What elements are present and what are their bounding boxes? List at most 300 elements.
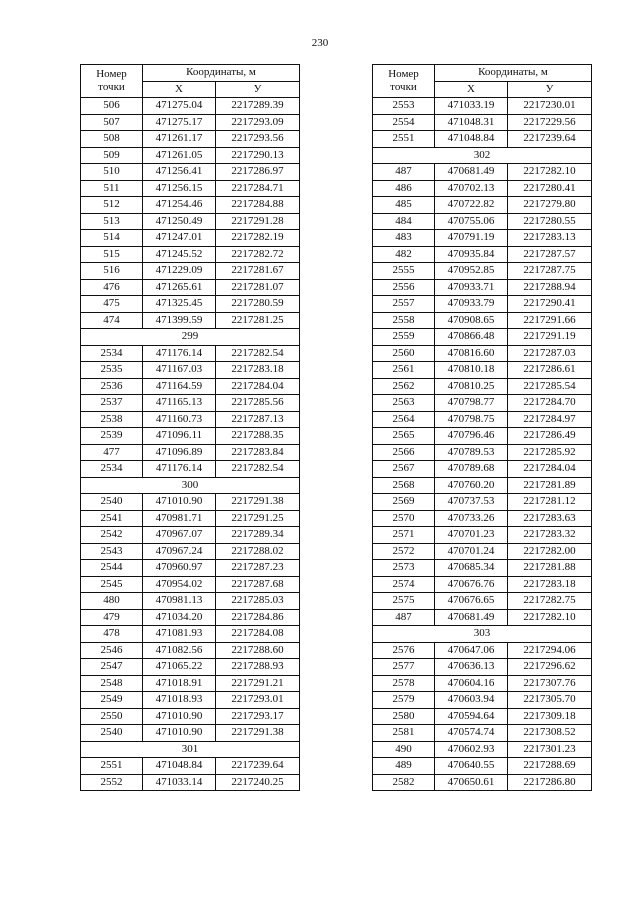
section-number: 299 [81,329,300,346]
point-number: 2577 [373,659,435,676]
table-row [81,147,300,164]
y-coordinate: 2217239.64 [508,131,592,148]
x-coordinate: 471250.49 [143,213,216,230]
point-number: 478 [81,626,143,643]
x-coordinate: 471065.22 [143,659,216,676]
y-coordinate: 2217281.12 [508,494,592,511]
table-row [81,98,300,115]
x-coordinate: 470603.94 [435,692,508,709]
x-coordinate: 470967.24 [143,543,216,560]
y-coordinate: 2217282.00 [508,543,592,560]
y-coordinate: 2217288.93 [216,659,300,676]
point-number: 2538 [81,411,143,428]
table-row [373,213,592,230]
x-coordinate: 470755.06 [435,213,508,230]
table-row [373,708,592,725]
y-coordinate: 2217291.66 [508,312,592,329]
point-number: 506 [81,98,143,115]
x-coordinate: 470676.76 [435,576,508,593]
table-row [81,609,300,626]
y-coordinate: 2217285.92 [508,444,592,461]
x-coordinate: 471081.93 [143,626,216,643]
y-coordinate: 2217291.21 [216,675,300,692]
x-coordinate: 470952.85 [435,263,508,280]
y-coordinate: 2217293.17 [216,708,300,725]
x-coordinate: 470981.13 [143,593,216,610]
table-row [81,213,300,230]
x-coordinate: 471275.17 [143,114,216,131]
x-coordinate: 470701.23 [435,527,508,544]
table-row [373,362,592,379]
y-coordinate: 2217284.97 [508,411,592,428]
x-coordinate: 470789.53 [435,444,508,461]
table-row [81,362,300,379]
x-coordinate: 471176.14 [143,345,216,362]
x-coordinate: 471034.20 [143,609,216,626]
point-number: 2552 [81,774,143,791]
y-coordinate: 2217286.80 [508,774,592,791]
point-number: 2560 [373,345,435,362]
y-coordinate: 2217284.71 [216,180,300,197]
y-coordinate: 2217286.49 [508,428,592,445]
point-number: 2572 [373,543,435,560]
table-row [373,197,592,214]
table-row [373,378,592,395]
x-coordinate: 471261.05 [143,147,216,164]
x-coordinate: 470681.49 [435,164,508,181]
point-number: 2537 [81,395,143,412]
table-row [81,626,300,643]
x-coordinate: 471247.01 [143,230,216,247]
table-row [81,675,300,692]
y-coordinate: 2217291.38 [216,725,300,742]
x-coordinate: 470733.26 [435,510,508,527]
point-number: 2550 [81,708,143,725]
x-coordinate: 470960.97 [143,560,216,577]
table-row [373,329,592,346]
point-number: 2534 [81,461,143,478]
y-coordinate: 2217290.13 [216,147,300,164]
x-coordinate: 471399.59 [143,312,216,329]
x-coordinate: 471082.56 [143,642,216,659]
point-number: 2543 [81,543,143,560]
point-number-header-line2: точки [390,81,417,93]
x-coordinate: 470933.79 [435,296,508,313]
point-number-header [373,65,435,98]
point-number: 2541 [81,510,143,527]
y-coordinate: 2217280.41 [508,180,592,197]
point-number: 515 [81,246,143,263]
point-number: 2545 [81,576,143,593]
y-coordinate: 2217293.56 [216,131,300,148]
x-coordinate: 470796.46 [435,428,508,445]
x-coordinate: 470640.55 [435,758,508,775]
table-row [81,296,300,313]
point-number-header [81,65,143,98]
x-coordinate: 471167.03 [143,362,216,379]
point-number: 2578 [373,675,435,692]
table-row [373,477,592,494]
y-coordinate: 2217287.03 [508,345,592,362]
y-coordinate: 2217285.56 [216,395,300,412]
y-coordinate: 2217283.84 [216,444,300,461]
x-coordinate: 471048.84 [143,758,216,775]
x-coordinate: 470798.75 [435,411,508,428]
section-number: 300 [81,477,300,494]
table-row [81,461,300,478]
point-number: 507 [81,114,143,131]
x-coordinate: 471160.73 [143,411,216,428]
table-row [81,263,300,280]
table-row [81,378,300,395]
table-row [373,246,592,263]
point-number: 2549 [81,692,143,709]
table-row [81,774,300,791]
point-number: 2544 [81,560,143,577]
section-number: 303 [373,626,592,643]
y-coordinate: 2217279.80 [508,197,592,214]
x-coordinate: 470954.02 [143,576,216,593]
y-coordinate: 2217293.09 [216,114,300,131]
point-number: 2551 [81,758,143,775]
point-number: 2582 [373,774,435,791]
table-row [373,494,592,511]
point-number: 476 [81,279,143,296]
table-row [373,296,592,313]
table-row [373,411,592,428]
point-number: 2574 [373,576,435,593]
table-row [373,576,592,593]
point-number: 483 [373,230,435,247]
table-row [373,725,592,742]
x-coordinate: 471325.45 [143,296,216,313]
x-coordinate: 471033.14 [143,774,216,791]
table-row [81,543,300,560]
point-number: 2579 [373,692,435,709]
point-number: 489 [373,758,435,775]
table-row [81,114,300,131]
x-coordinate: 471275.04 [143,98,216,115]
point-number: 2581 [373,725,435,742]
y-header: У [508,81,592,98]
y-coordinate: 2217239.64 [216,758,300,775]
x-coordinate: 471265.61 [143,279,216,296]
y-coordinate: 2217280.59 [216,296,300,313]
y-coordinate: 2217294.06 [508,642,592,659]
y-coordinate: 2217291.19 [508,329,592,346]
y-coordinate: 2217283.63 [508,510,592,527]
point-number: 2569 [373,494,435,511]
y-coordinate: 2217283.32 [508,527,592,544]
point-number: 2556 [373,279,435,296]
x-coordinate: 470702.13 [435,180,508,197]
table-row [373,758,592,775]
x-coordinate: 471048.84 [435,131,508,148]
y-coordinate: 2217290.41 [508,296,592,313]
y-coordinate: 2217307.76 [508,675,592,692]
table-row [373,774,592,791]
y-coordinate: 2217287.68 [216,576,300,593]
table-row [81,576,300,593]
point-number: 2558 [373,312,435,329]
x-coordinate: 471010.90 [143,725,216,742]
x-coordinate: 471261.17 [143,131,216,148]
point-number: 512 [81,197,143,214]
table-row [81,246,300,263]
point-number: 2555 [373,263,435,280]
table-row [373,692,592,709]
table-row [81,725,300,742]
table-row [373,510,592,527]
point-number: 2562 [373,378,435,395]
y-coordinate: 2217287.13 [216,411,300,428]
point-number: 487 [373,164,435,181]
x-coordinate: 470798.77 [435,395,508,412]
x-coordinate: 470737.53 [435,494,508,511]
y-coordinate: 2217291.25 [216,510,300,527]
x-coordinate: 471165.13 [143,395,216,412]
point-number: 2568 [373,477,435,494]
y-coordinate: 2217282.75 [508,593,592,610]
x-coordinate: 470967.07 [143,527,216,544]
point-number: 2540 [81,725,143,742]
point-number: 2571 [373,527,435,544]
x-coordinate: 470681.49 [435,609,508,626]
table-row [373,659,592,676]
point-number: 480 [81,593,143,610]
table-row [81,593,300,610]
table-row [373,609,592,626]
y-coordinate: 2217305.70 [508,692,592,709]
coordinates-table-right [372,64,592,791]
point-number: 475 [81,296,143,313]
y-coordinate: 2217308.52 [508,725,592,742]
point-number: 482 [373,246,435,263]
x-header: Х [143,81,216,98]
x-coordinate: 470701.24 [435,543,508,560]
table-row [81,312,300,329]
y-coordinate: 2217283.13 [508,230,592,247]
point-number: 2546 [81,642,143,659]
point-number: 490 [373,741,435,758]
table-row [81,197,300,214]
x-coordinate: 470933.71 [435,279,508,296]
y-coordinate: 2217282.72 [216,246,300,263]
point-number: 509 [81,147,143,164]
section-header-row [373,147,592,164]
x-coordinate: 470722.82 [435,197,508,214]
x-coordinate: 470810.25 [435,378,508,395]
point-number: 2563 [373,395,435,412]
point-number: 513 [81,213,143,230]
table-row [81,411,300,428]
table-row [373,279,592,296]
x-coordinate: 470647.06 [435,642,508,659]
x-coordinate: 470791.19 [435,230,508,247]
y-coordinate: 2217284.08 [216,626,300,643]
x-coordinate: 471254.46 [143,197,216,214]
point-number: 2534 [81,345,143,362]
y-coordinate: 2217293.01 [216,692,300,709]
point-number: 511 [81,180,143,197]
y-coordinate: 2217285.03 [216,593,300,610]
x-coordinate: 470908.65 [435,312,508,329]
y-coordinate: 2217282.10 [508,164,592,181]
point-number-header-line1: Номер [388,67,419,80]
point-number: 2565 [373,428,435,445]
point-number-header-line2: точки [98,81,125,93]
section-header-row [81,329,300,346]
table-row [81,230,300,247]
x-header: Х [435,81,508,98]
table-row [81,345,300,362]
table-row [81,510,300,527]
y-coordinate: 2217286.97 [216,164,300,181]
x-coordinate: 471018.93 [143,692,216,709]
table-row [373,593,592,610]
coordinates-header: Координаты, м [435,65,592,82]
y-coordinate: 2217281.67 [216,263,300,280]
x-coordinate: 471018.91 [143,675,216,692]
table-row [373,395,592,412]
page-number: 230 [311,37,329,49]
table-row [81,395,300,412]
coordinates-table-left [80,64,300,791]
y-coordinate: 2217287.75 [508,263,592,280]
table-row [373,675,592,692]
x-coordinate: 470789.68 [435,461,508,478]
table-row [373,444,592,461]
point-number: 479 [81,609,143,626]
y-coordinate: 2217286.61 [508,362,592,379]
y-coordinate: 2217289.39 [216,98,300,115]
point-number: 2567 [373,461,435,478]
x-coordinate: 471245.52 [143,246,216,263]
table-row [81,494,300,511]
section-header-row [373,626,592,643]
table-row [81,708,300,725]
point-number: 474 [81,312,143,329]
point-number: 2542 [81,527,143,544]
table-row [373,642,592,659]
x-coordinate: 470685.34 [435,560,508,577]
point-number: 487 [373,609,435,626]
y-coordinate: 2217282.10 [508,609,592,626]
y-coordinate: 2217281.25 [216,312,300,329]
table-row [81,180,300,197]
table-row [81,527,300,544]
y-coordinate: 2217296.62 [508,659,592,676]
point-number-header-line1: Номер [96,67,127,80]
y-coordinate: 2217283.18 [508,576,592,593]
x-coordinate: 471256.15 [143,180,216,197]
y-coordinate: 2217288.02 [216,543,300,560]
x-coordinate: 471033.19 [435,98,508,115]
table-row [373,180,592,197]
y-coordinate: 2217284.86 [216,609,300,626]
point-number: 2553 [373,98,435,115]
y-coordinate: 2217284.04 [508,461,592,478]
point-number: 2557 [373,296,435,313]
x-coordinate: 470935.84 [435,246,508,263]
table-row [81,444,300,461]
point-number: 2573 [373,560,435,577]
y-coordinate: 2217287.23 [216,560,300,577]
point-number: 2554 [373,114,435,131]
x-coordinate: 470650.61 [435,774,508,791]
y-coordinate: 2217281.88 [508,560,592,577]
table-row [373,131,592,148]
table-row [81,692,300,709]
y-coordinate: 2217284.04 [216,378,300,395]
x-coordinate: 471048.31 [435,114,508,131]
y-coordinate: 2217281.07 [216,279,300,296]
table-row [373,98,592,115]
point-number: 477 [81,444,143,461]
table-row [81,428,300,445]
table-row [373,230,592,247]
y-coordinate: 2217230.01 [508,98,592,115]
table-row [373,164,592,181]
x-coordinate: 471096.89 [143,444,216,461]
x-coordinate: 470602.93 [435,741,508,758]
table-row [373,114,592,131]
table-row [373,428,592,445]
y-coordinate: 2217284.70 [508,395,592,412]
x-coordinate: 470981.71 [143,510,216,527]
point-number: 2564 [373,411,435,428]
y-coordinate: 2217291.28 [216,213,300,230]
point-number: 2548 [81,675,143,692]
y-coordinate: 2217301.23 [508,741,592,758]
y-coordinate: 2217287.57 [508,246,592,263]
point-number: 514 [81,230,143,247]
y-coordinate: 2217285.54 [508,378,592,395]
y-coordinate: 2217291.38 [216,494,300,511]
table-row [373,527,592,544]
point-number: 2566 [373,444,435,461]
y-coordinate: 2217288.60 [216,642,300,659]
y-coordinate: 2217280.55 [508,213,592,230]
y-coordinate: 2217240.25 [216,774,300,791]
y-coordinate: 2217288.69 [508,758,592,775]
point-number: 2540 [81,494,143,511]
table-row [373,312,592,329]
table-row [81,758,300,775]
x-coordinate: 470760.20 [435,477,508,494]
point-number: 484 [373,213,435,230]
point-number: 485 [373,197,435,214]
table-row [373,543,592,560]
x-coordinate: 471176.14 [143,461,216,478]
x-coordinate: 470810.18 [435,362,508,379]
y-coordinate: 2217309.18 [508,708,592,725]
table-row [373,461,592,478]
y-coordinate: 2217289.34 [216,527,300,544]
point-number: 508 [81,131,143,148]
table-row [373,741,592,758]
point-number: 2547 [81,659,143,676]
y-coordinate: 2217283.18 [216,362,300,379]
x-coordinate: 471010.90 [143,494,216,511]
table-row [373,263,592,280]
section-number: 301 [81,741,300,758]
point-number: 2535 [81,362,143,379]
section-header-row [81,741,300,758]
point-number: 2559 [373,329,435,346]
point-number: 2576 [373,642,435,659]
section-number: 302 [373,147,592,164]
